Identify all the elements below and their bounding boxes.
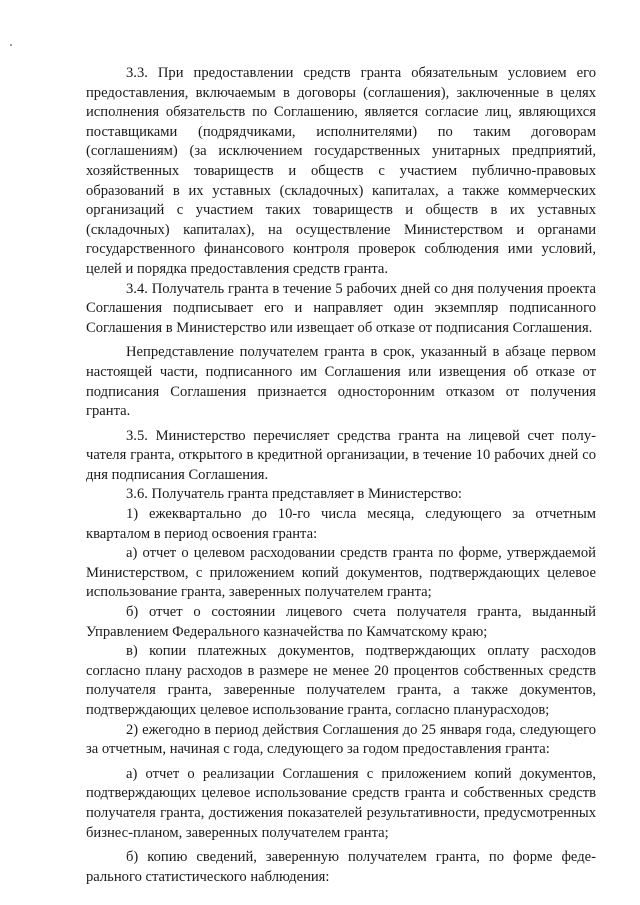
paragraph-3-5: 3.5. Министерство перечисляет средства гранта на лицевой счет получателя гранта, открытого в кредитной организации, в течение 10 рабочих дней со дня подписания Соглашения. — [86, 427, 596, 483]
document-page — [86, 64, 596, 887]
list-item-1b: б) отчет о состоянии лицевого счета получателя гранта, выданный Управлением Федерального казначейства по Камчатскому краю; — [86, 604, 596, 640]
list-item-1v: в) копии платежных документов, подтверждающих оплату расходов согласно плану расходов в размере не менее 20 процентов собственных средств получателя гранта, заверенные получателем гранта, а также документов, подтверждающих целевое использование гранта, согласно планурасходов; — [86, 643, 596, 718]
paragraph-3-6: 3.6. Получатель гранта представляет в Министерство: — [126, 486, 462, 503]
list-item-2b: б) копию сведений, заверенную получателем гранта, по форме федерального статистического наблюдения: — [86, 849, 596, 885]
list-item-1a: а) отчет о целевом расходовании средств гранта по форме, утверждаемой Министерством, с приложением копий документов, подтверждающих целевое использование гранта, заверенных получателем гранта; — [86, 545, 596, 601]
list-item-2a: а) отчет о реализации Соглашения с приложением копий документов, подтверждающих целевое использование средств гранта и собственных средств получателя гранта, достижения показателей результативности, предусмотренных бизнес-планом, заверенных получателем гранта; — [86, 765, 596, 841]
paragraph-3-4: 3.4. Получатель гранта в течение 5 рабочих дней со дня получения проекта Соглашения подписывает его и направляет один экземпляр подписанного Соглашения в Министерство или извещает об отказе от подписания Соглашения. — [86, 280, 596, 336]
paragraph-3-3: 3.3. При предоставлении средств гранта обязательным условием его предоставления, включаемым в договоры (соглашения), заключенные в целях исполнения обязательств по Соглашению, является согласие лиц, являющихся поставщиками (подрядчиками, исполнителями) по таким договорам (соглашениям) (за исключением государственных унитарных предприятий, хозяйственных товариществ и обществ с участием публично-правовых образований в их уставных (складочных) капиталах, а также коммерческих организаций с участием таких товариществ и обществ в их уставных (складочных) капиталах), на осуществление Министерством и органами государственного финансового контроля проверок соблюдения ими условий, целей и порядка предоставления средств гранта. — [86, 65, 596, 277]
paragraph-refusal: Непредставление получателем гранта в срок, указанный в абзаце первом настоящей части, подписанного им Соглашения или извещения об отказе от подписания Соглашения признается односторонним отказом от получения гранта. — [86, 344, 596, 420]
list-item-2: 2) ежегодно в период действия Соглашения до 25 января года, следующего за отчетным, начиная с года, следующего за годом предоставления гранта: — [86, 721, 596, 758]
scan-speck — [10, 44, 12, 46]
list-item-1: 1) ежеквартально до 10-го числа месяца, следующего за отчетным кварталом в период освоения гранта: — [86, 506, 596, 542]
